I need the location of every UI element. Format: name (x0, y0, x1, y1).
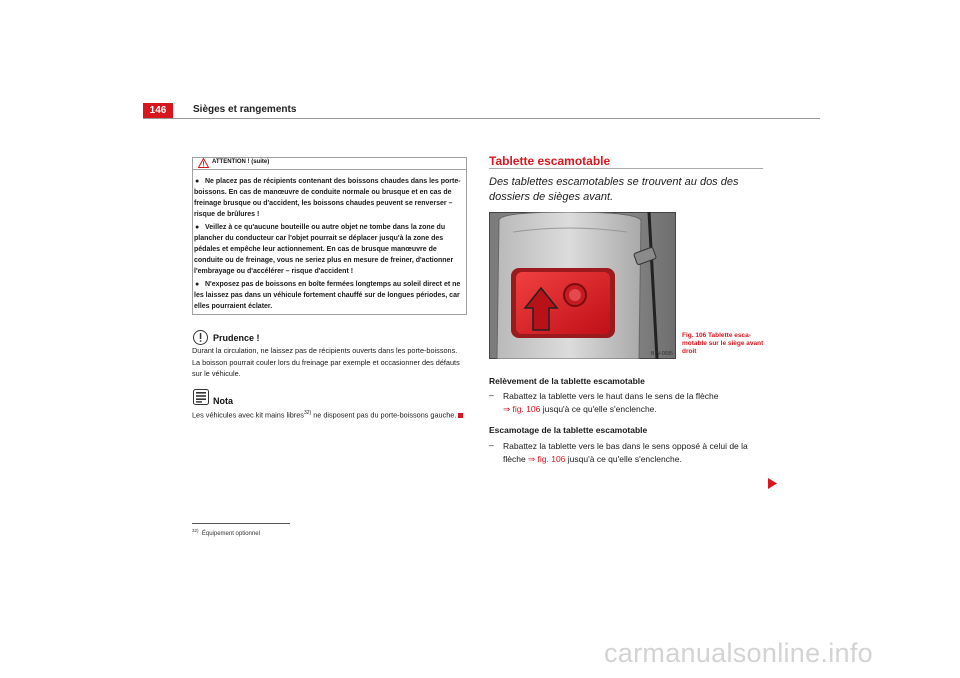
fig-ref-link[interactable]: ⇒ fig. 106 (503, 404, 541, 414)
note-text: Les véhicules avec kit mains libres$^{32)}$ ne disposent pas du porte-boissons gauche. (192, 408, 467, 421)
section-lead: Des tablettes escamotables se trouvent au dos des dossiers de sièges avant. (489, 176, 739, 203)
bullet-icon: ● (195, 178, 200, 185)
raise-step: Rabattez la tablette vers le haut dans le sens de la flèche ⇒ fig. 106 jusqu'à ce qu'elle s'enclenche. (503, 391, 719, 414)
section-rule (489, 168, 763, 169)
warning-item: ● Ne placez pas de récipients contenant des boissons chaudes dans les porte-boissons. En cas de manœuvre de conduite normale ou brusque et en cas de freinage brusque ou d'accident, les boissons chaudes peuvent se renverser – risque de brûlures ! (194, 178, 461, 218)
warning-triangle-icon (198, 158, 209, 168)
caution-text: Durant la circulation, ne laissez pas de récipients ouverts dans les porte-boissons. La boisson pourrait couler lors du freinage par exemple et occasionner des défauts sur le véhicule. (192, 346, 460, 378)
raise-heading: Relèvement de la tablette escamotable (489, 376, 645, 386)
footnote: $^{32)}$ Équipement optionnel (192, 528, 260, 537)
retract-dash: – (489, 440, 494, 450)
retract-step: Rabattez la tablette vers le bas dans le sens opposé à celui de la flèche ⇒ fig. 106 jusqu'à ce qu'elle s'enclenche. (503, 441, 748, 464)
header-rule (143, 118, 820, 119)
note-icon (193, 389, 209, 405)
bullet-icon: ● (195, 224, 200, 231)
page-number: 146 (143, 103, 173, 118)
raise-dash: – (489, 390, 494, 400)
note-title: Nota (213, 396, 233, 406)
figure-caption: Fig. 106 Tablette esca- motable sur le siège avant droit (682, 332, 764, 355)
figure-code: B7V-0095 (651, 351, 673, 357)
caution-icon (193, 330, 208, 345)
bullet-icon: ● (195, 281, 200, 288)
warning-list (194, 176, 466, 314)
warning-title: ATTENTION ! (suite) (212, 159, 270, 165)
next-page-arrow-icon[interactable] (768, 478, 777, 489)
footnote-ref: 32) (303, 410, 312, 416)
figure-tray-image (489, 212, 676, 359)
section-title: Tablette escamotable (489, 154, 611, 168)
warning-item: ● N'exposez pas de boissons en boîte fermées longtemps au soleil direct et ne les laissez pas dans un véhicule fortement chauffé sur de longues périodes, car elles pourraient éclater. (194, 281, 461, 310)
running-title: Sièges et rangements (193, 104, 297, 115)
caution-title: Prudence ! (213, 333, 260, 343)
end-mark (458, 413, 463, 418)
watermark: carmanualsonline.info (604, 638, 873, 668)
fig-ref-link[interactable]: ⇒ fig. 106 (528, 454, 566, 464)
retract-heading: Escamotage de la tablette escamotable (489, 425, 648, 435)
warning-item: ● Veillez à ce qu'aucune bouteille ou autre objet ne tombe dans la zone du plancher du conducteur car l'objet pourrait se déplacer jusqu'à la zone des pédales et empêche leur actionnement. En cas de brusque manœuvre de conduite ou de freinage, vous ne seriez plus en mesure de freiner, d'actionner l'embrayage ou d'accélérer – risque d'accident ! (194, 224, 454, 275)
footnote-rule (192, 523, 290, 524)
